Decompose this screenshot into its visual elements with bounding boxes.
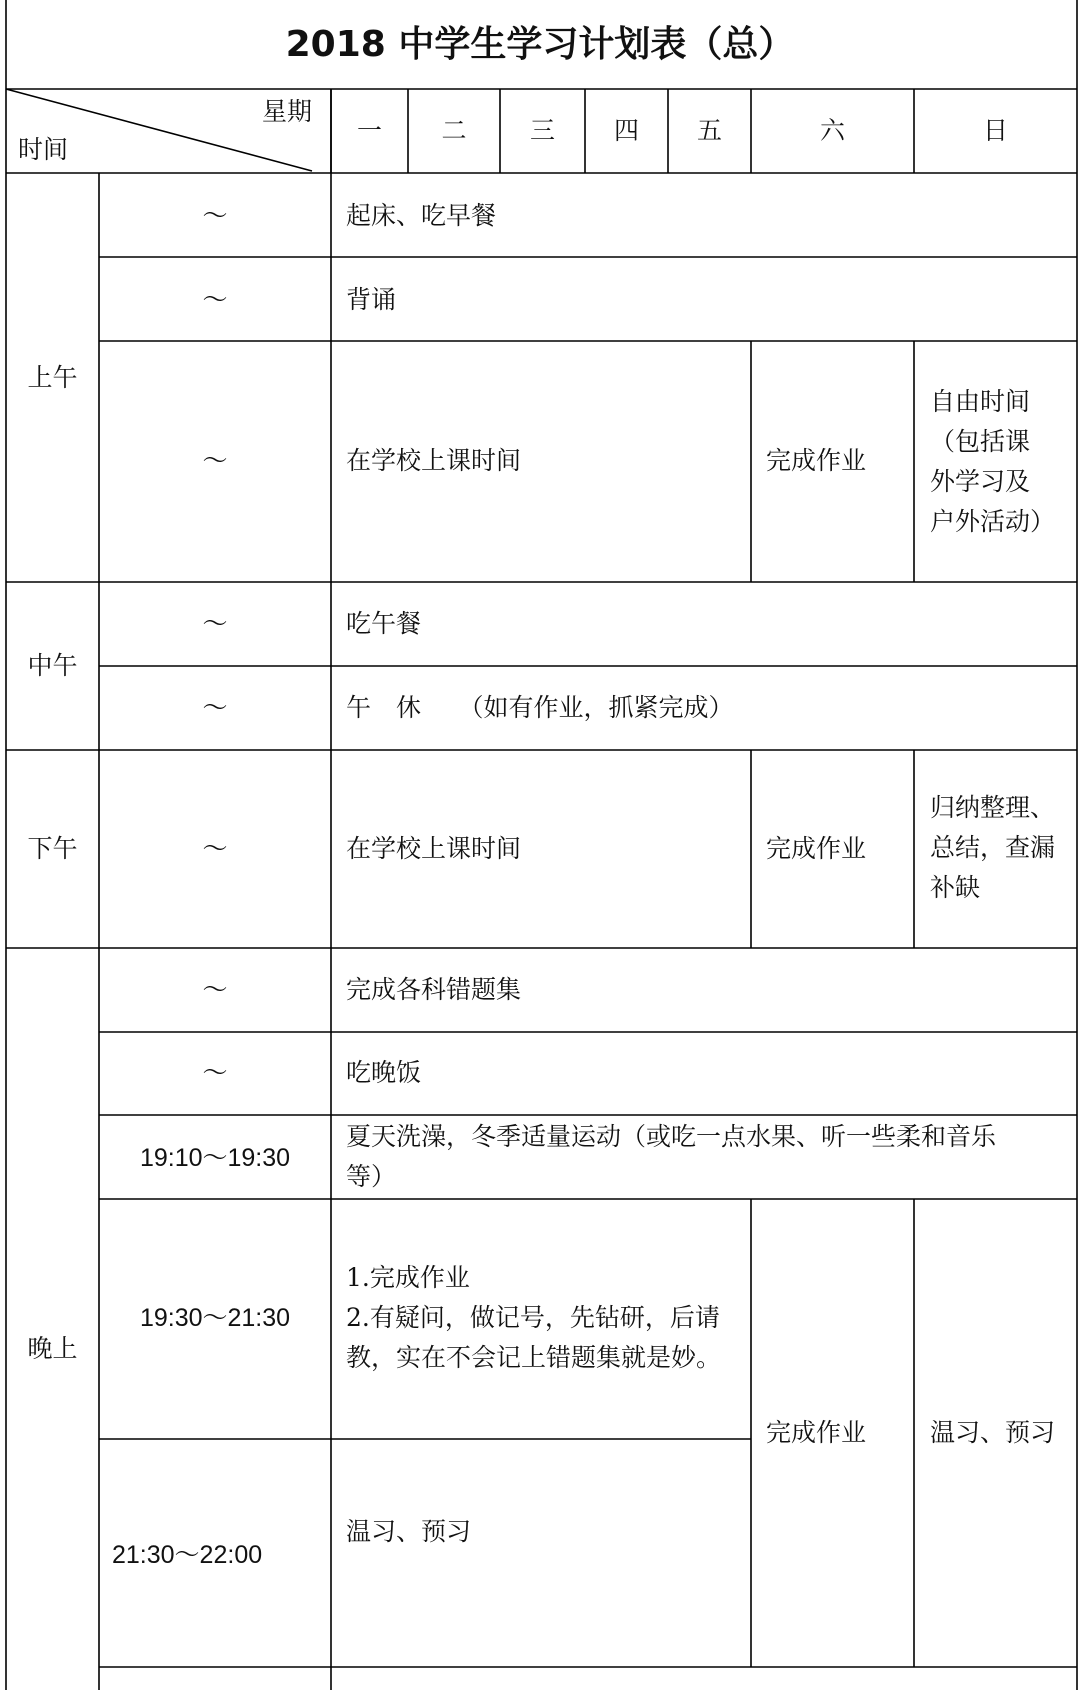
time-cell-mistakes: ～ xyxy=(202,975,228,1004)
activity-sun-pm-line-3: 补缺 xyxy=(930,873,981,902)
activity-recite: 背诵 xyxy=(346,285,397,314)
day-header-sat: 六 xyxy=(819,116,845,145)
activity-nap: 午 休 （如有作业，抓紧完成） xyxy=(346,693,734,722)
period-noon: 中午 xyxy=(27,651,78,680)
activity-school-am: 在学校上课时间 xyxy=(346,446,522,475)
time-cell-1910: 19:10～19:30 xyxy=(139,1144,291,1172)
activity-sat-am: 完成作业 xyxy=(766,446,867,475)
activity-sun-am-line-2: （包括课 xyxy=(930,427,1031,456)
activity-sun-pm-line-1: 归纳整理、 xyxy=(930,793,1056,822)
time-cell-wake: ～ xyxy=(202,201,228,230)
activity-school-pm: 在学校上课时间 xyxy=(346,834,522,863)
time-cell-school-pm: ～ xyxy=(202,834,228,863)
day-header-mon: 一 xyxy=(356,116,382,145)
activity-sat-eve: 完成作业 xyxy=(766,1418,867,1447)
day-header-fri: 五 xyxy=(696,116,722,145)
activity-relax-line-1: 夏天洗澡，冬季适量运动（或吃一点水果、听一些柔和音乐 xyxy=(346,1122,997,1151)
time-cell-nap: ～ xyxy=(202,693,228,722)
time-cell-2130: 21:30～22:00 xyxy=(112,1541,263,1569)
activity-homework-line-1: 1.完成作业 xyxy=(346,1263,470,1292)
day-header-thu: 四 xyxy=(613,116,639,145)
time-cell-school-am: ～ xyxy=(202,446,228,475)
activity-review: 温习、预习 xyxy=(346,1517,472,1546)
time-cell-dinner: ～ xyxy=(202,1058,228,1087)
page-title: 2018 中学生学习计划表（总） xyxy=(285,24,795,65)
activity-homework-line-3: 教，实在不会记上错题集就是妙。 xyxy=(346,1343,722,1372)
activity-sat-pm: 完成作业 xyxy=(766,834,867,863)
day-header-wed: 三 xyxy=(529,116,555,145)
time-header-label: 时间 xyxy=(18,135,69,164)
period-evening: 晚上 xyxy=(27,1334,78,1363)
weekday-header-label: 星期 xyxy=(262,97,313,126)
time-cell-recite: ～ xyxy=(202,285,228,314)
activity-dinner: 吃晚饭 xyxy=(346,1058,422,1087)
activity-sun-eve: 温习、预习 xyxy=(930,1418,1056,1447)
period-afternoon: 下午 xyxy=(27,834,78,863)
period-morning: 上午 xyxy=(27,363,78,392)
activity-lunch: 吃午餐 xyxy=(346,609,422,638)
day-header-tue: 二 xyxy=(441,116,467,145)
time-cell-lunch: ～ xyxy=(202,609,228,638)
day-header-sun: 日 xyxy=(982,116,1008,145)
activity-homework-line-2: 2.有疑问，做记号，先钻研，后请 xyxy=(346,1303,720,1332)
activity-relax-line-2: 等） xyxy=(346,1162,397,1191)
activity-sun-pm-line-2: 总结，查漏 xyxy=(930,833,1056,862)
activity-sun-am-line-1: 自由时间 xyxy=(930,387,1031,416)
activity-sun-am-line-3: 外学习及 xyxy=(930,467,1031,496)
activity-sun-am-line-4: 户外活动） xyxy=(930,507,1056,536)
activity-wake: 起床、吃早餐 xyxy=(346,201,497,230)
activity-mistakes: 完成各科错题集 xyxy=(346,975,522,1004)
time-cell-1930: 19:30～21:30 xyxy=(139,1304,291,1332)
